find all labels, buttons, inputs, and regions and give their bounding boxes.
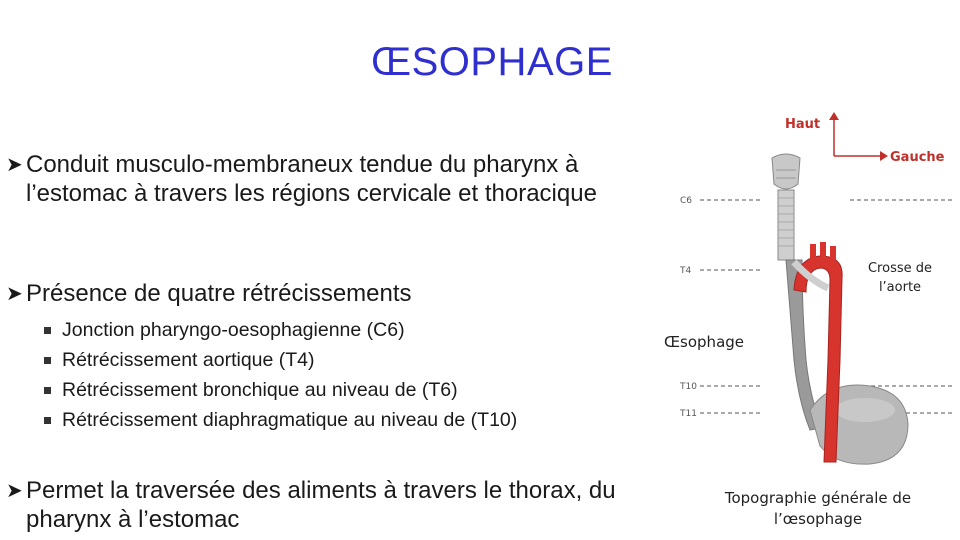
bullet-text: Conduit musculo-membraneux tendue du pharynx à l’estomac à travers les régions cervicale et thoracique bbox=[26, 151, 597, 207]
arrow-bullet-icon: ➤ bbox=[6, 154, 23, 176]
trachea-shape bbox=[778, 190, 794, 260]
figure-caption: Topographie générale de l’œsophage bbox=[724, 489, 912, 528]
list-item-text: Rétrécissement bronchique au niveau de (T6) bbox=[62, 379, 458, 401]
orientation-arrows bbox=[829, 112, 888, 161]
list-item bbox=[42, 405, 517, 435]
bullet-text: Permet la traversée des aliments à travers le thorax, du pharynx à l’estomac bbox=[26, 477, 616, 533]
level-c6: C6 bbox=[680, 196, 693, 206]
arrow-bullet-icon: ➤ bbox=[6, 480, 23, 502]
narrowings-list bbox=[42, 315, 517, 435]
bullet-narrowings bbox=[6, 279, 506, 308]
bullet-function bbox=[6, 476, 626, 534]
square-bullet-icon bbox=[44, 387, 51, 394]
slide-title: ŒSOPHAGE bbox=[371, 40, 613, 84]
list-item bbox=[42, 345, 517, 375]
list-item bbox=[42, 315, 517, 345]
esophagus-diagram bbox=[660, 110, 960, 490]
level-t11: T11 bbox=[680, 409, 697, 419]
list-item-text: Rétrécissement diaphragmatique au niveau de (T10) bbox=[62, 409, 518, 431]
arrow-bullet-icon: ➤ bbox=[6, 283, 23, 305]
list-item-text: Rétrécissement aortique (T4) bbox=[62, 349, 315, 371]
label-esophagus: Œsophage bbox=[664, 333, 745, 351]
label-up: Haut bbox=[785, 117, 821, 132]
level-t10: T10 bbox=[680, 382, 697, 392]
label-left: Gauche bbox=[890, 150, 945, 165]
bullet-definition bbox=[6, 150, 656, 208]
level-t4: T4 bbox=[680, 266, 692, 276]
bullet-text: Présence de quatre rétrécissements bbox=[26, 280, 412, 307]
list-item bbox=[42, 375, 517, 405]
larynx-shape bbox=[772, 154, 800, 189]
label-aortic-arch: Crosse de l’aorte bbox=[867, 261, 933, 295]
list-item-text: Jonction pharyngo-oesophagienne (C6) bbox=[62, 319, 405, 341]
square-bullet-icon bbox=[44, 417, 51, 424]
square-bullet-icon bbox=[44, 327, 51, 334]
square-bullet-icon bbox=[44, 357, 51, 364]
